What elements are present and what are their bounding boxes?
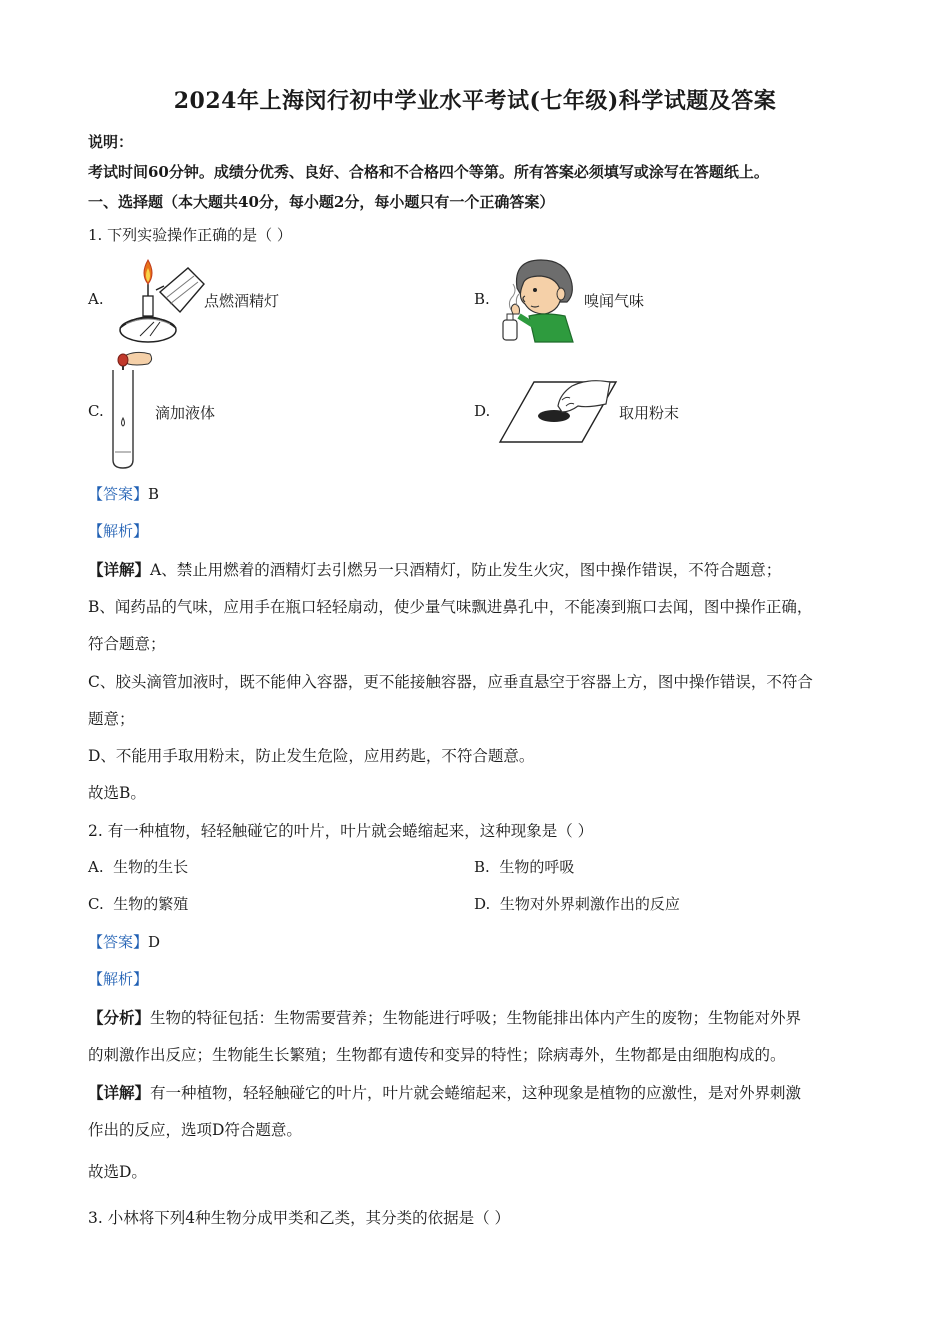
question-3-stem: 3. 小林将下列4种生物分成甲类和乙类，其分类的依据是（ ） [88,1209,511,1227]
q2-option-c [88,893,188,914]
q2-analysis-tag: 【解析】 [88,970,149,988]
q1-option-a-letter: A. [88,290,104,308]
q1-detail-c-line2: 题意； [88,710,135,728]
fenxi-text: 生物的特征包括：生物需要营养；生物能进行呼吸；生物能排出体内产生的废物；生物能对外界 [150,1009,802,1027]
answer-tag: 【答案】 [88,485,149,503]
q2-conclusion: 故选D。 [88,1163,147,1181]
detail-text: 有一种植物，轻轻触碰它的叶片，叶片就会蜷缩起来，这种现象是植物的应激性，是对外界刺激 [150,1084,802,1102]
q1-analysis-tag: 【解析】 [88,522,149,540]
q2-fenxi-line2: 的刺激作出反应；生物能生长繁殖；生物都有遗传和变异的特性；除病毒外，生物都是由细胞构成的。 [88,1046,786,1064]
page-title: 2024年上海闵行初中学业水平考试(七年级)科学试题及答案 [173,88,777,114]
option-label: 生物的呼吸 [499,858,575,876]
q1-option-b-letter: B. [474,290,490,308]
answer-value: B [148,485,160,503]
q1-answer [88,483,159,504]
section-heading: 一、选择题（本大题共40分，每小题2分，每小题只有一个正确答案） [88,193,555,211]
q2-fenxi-line1 [88,1006,801,1028]
q2-option-b [474,856,574,877]
option-letter: B. [474,858,490,876]
q1-detail-d: D、不能用手取用粉末，防止发生危险，应用药匙，不符合题意。 [88,747,535,765]
option-letter: D. [474,895,491,913]
question-1-stem: 1. 下列实验操作正确的是（ ） [88,226,292,244]
option-label: 生物的繁殖 [113,895,189,913]
detail-tag: 【详解】 [88,1083,151,1102]
instructions-text: 考试时间60分钟。成绩分优秀、良好、合格和不合格四个等第。所有答案必须填写或涂写在答题纸上。 [88,163,769,181]
q2-answer [88,931,160,952]
q1-option-d-label: 取用粉末 [619,404,680,422]
q1-option-c-letter: C. [88,402,104,420]
option-letter: A. [88,858,104,876]
q2-detail-line1 [88,1081,801,1103]
q1-detail-b-line2: 符合题意； [88,635,166,653]
smelling-gas-icon [495,254,585,344]
hand-taking-powder-icon [498,372,620,446]
answer-tag: 【答案】 [88,933,149,951]
q1-detail-c-line1: C、胶头滴管加液时，既不能伸入容器，更不能接触容器，应垂直悬空于容器上方，图中操作错误，不符合 [88,673,813,691]
instructions-label: 说明： [88,133,134,151]
q2-option-d [474,893,680,914]
q1-detail-a [88,558,781,580]
q1-option-d-letter: D. [474,402,491,420]
dropper-test-tube-icon [106,348,156,472]
q2-detail-line2: 作出的反应，选项D符合题意。 [88,1121,302,1139]
option-letter: C. [88,895,104,913]
option-label: 生物对外界刺激作出的反应 [499,895,680,913]
q1-option-a-label: 点燃酒精灯 [204,292,280,310]
answer-value: D [148,933,161,951]
alcohol-lamp-lighting-icon [110,256,206,348]
option-label: 生物的生长 [113,858,189,876]
fenxi-tag: 【分析】 [88,1008,151,1027]
q1-option-c-label: 滴加液体 [155,404,216,422]
detail-text: A、禁止用燃着的酒精灯去引燃另一只酒精灯，防止发生火灾，图中操作错误，不符合题意； [150,561,782,579]
q2-option-a [88,856,188,877]
q1-option-b-label: 嗅闻气味 [584,292,645,310]
detail-tag: 【详解】 [88,560,151,579]
q1-conclusion: 故选B。 [88,784,146,802]
question-2-stem: 2. 有一种植物，轻轻触碰它的叶片，叶片就会蜷缩起来，这种现象是（ ） [88,822,594,840]
q1-detail-b-line1: B、闻药品的气味，应用手在瓶口轻轻扇动，使少量气味飘进鼻孔中，不能凑到瓶口去闻，图中操作正确， [88,598,813,616]
